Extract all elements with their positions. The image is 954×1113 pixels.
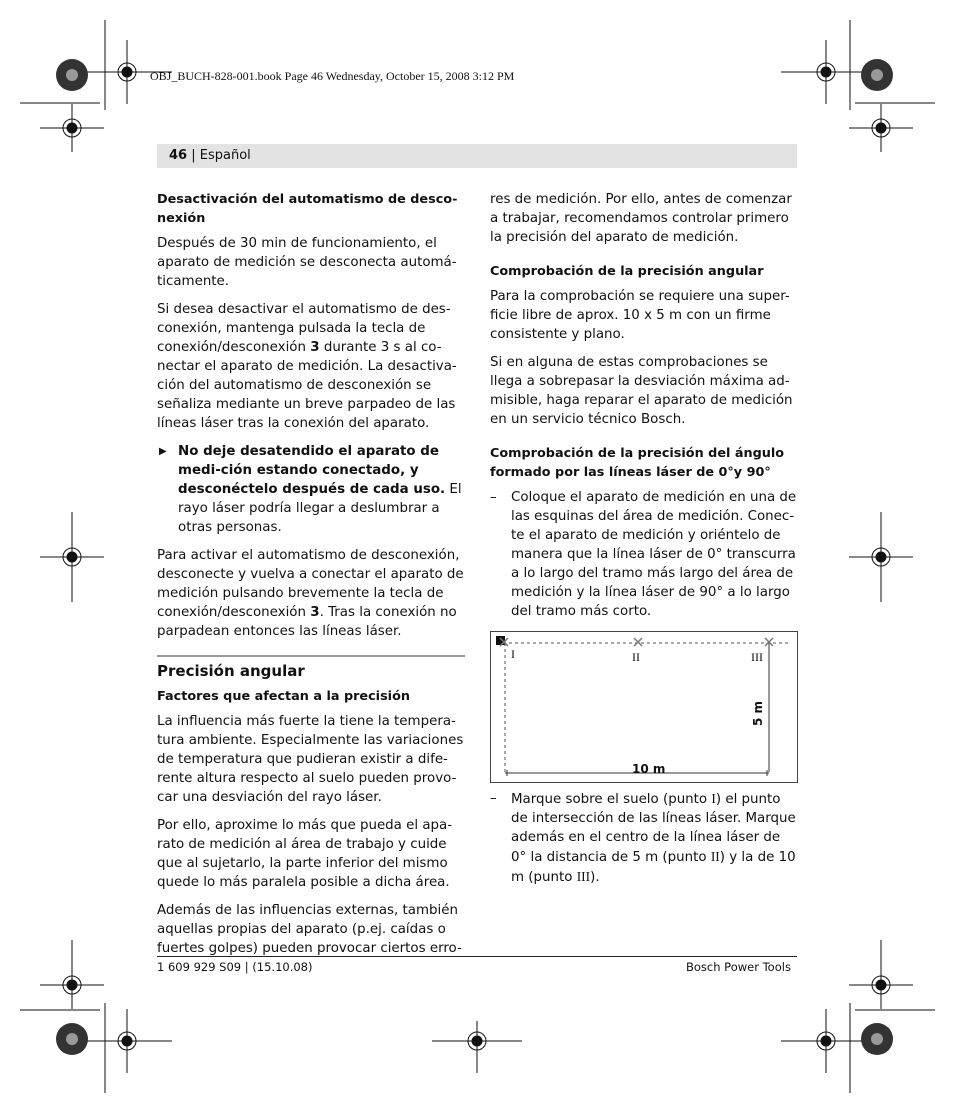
text-run: ) y la de 10 m (punto <box>511 850 796 885</box>
list-item-text: Coloque el aparato de medición en una de las esquinas del área de medición. Conec-te el aparato de medición y oriéntelo de manera que la línea láser de 0° transcurra a lo largo del tramo más largo del área de medición y la línea láser de 90° a lo largo del tramo más corto. <box>511 490 797 619</box>
paragraph: Además de las influencias externas, también aquellas propias del aparato (p.ej. caídas o fuertes golpes) pueden provocar ciertos erro- <box>157 903 462 956</box>
paragraph: Para la comprobación se requiere una super-ficie libre de aprox. 10 x 5 m con un firme consistente y plano. <box>490 289 790 342</box>
text-run: . Tras la conexión no parpadean entonces las líneas láser. <box>157 605 457 639</box>
warning-text: El rayo láser podría llegar a deslumbrar a otras personas. <box>178 482 462 535</box>
heading-factores: Factores que afectan a la precisión <box>157 689 410 704</box>
heading-desactivacion: Desactivación del automatismo de desco-nexión <box>157 192 458 226</box>
key-reference: 3 <box>310 340 320 355</box>
print-slug: OBJ_BUCH-828-001.book Page 46 Wednesday, October 15, 2008 3:12 PM <box>150 69 515 83</box>
measurement-figure <box>490 631 798 783</box>
paragraph <box>157 546 465 641</box>
paragraph: La influencia más fuerte la tiene la tempera-tura ambiente. Especialmente las variaciones de temperatura que pudieran existir a dife-rente altura respecto al suelo pueden provo-car una desviación del rayo láser. <box>157 714 464 805</box>
warning-bold: No deje desatendido el aparato de medi-ción estando conectado, y desconéctelo después de cada uso. <box>178 444 446 497</box>
point-ref: I <box>711 791 716 806</box>
point-ref: II <box>710 849 720 864</box>
page-number: 46 <box>169 148 188 163</box>
point-II-label: II <box>632 650 640 664</box>
footer-doc-id: 1 609 929 S09 | (15.10.08) <box>157 960 313 974</box>
text-run: ) el punto de intersección de las líneas láser. Marque además en el centro de la línea láser de 0° la distancia de 5 m (punto <box>511 792 796 865</box>
paragraph: Después de 30 min de funcionamiento, el aparato de medición se desconecta automá-ticamente. <box>157 236 457 289</box>
dash-bullet: – <box>490 791 497 806</box>
dash-bullet: – <box>490 490 497 505</box>
safety-warning <box>157 442 465 537</box>
list-item-text <box>511 792 796 885</box>
header-separator: | <box>187 148 200 163</box>
heading-precision: Precisión angular <box>157 662 305 680</box>
text-run: Si desea desactivar el automatismo de des-conexión, mantenga pulsada la tecla de conexión/desconexión <box>157 302 451 355</box>
heading-angulo: Comprobación de la precisión del ángulo formado por las líneas láser de 0°y 90° <box>490 446 785 480</box>
key-reference: 3 <box>310 605 320 620</box>
list-item <box>490 488 798 621</box>
header-language: Español <box>199 148 251 163</box>
label-10m: 10 m <box>632 762 666 776</box>
text-run: ). <box>590 870 600 885</box>
heading-comprobacion: Comprobación de la precisión angular <box>490 264 764 279</box>
point-II-mark <box>634 638 642 646</box>
point-III-label: III <box>751 650 763 664</box>
point-ref: III <box>576 869 591 884</box>
text-run: durante 3 s al co-nectar el aparato de medición. La desactiva-ción del automatismo de desconexión se señaliza mediante un breve parpadeo de las líneas láser tras la conexión del aparato. <box>157 340 457 431</box>
text-run: Marque sobre el suelo (punto <box>511 792 712 807</box>
label-5m: 5 m <box>751 700 765 726</box>
section-rule <box>157 655 465 681</box>
triangle-bullet-icon: ▶ <box>159 446 167 457</box>
list-item <box>490 789 798 887</box>
footer-rule <box>157 956 797 957</box>
page-header <box>157 144 797 168</box>
point-I-label: I <box>511 647 515 661</box>
paragraph: Por ello, aproxime lo más que pueda el apa-rato de medición al área de trabajo y cuide que al sujetarlo, la parte inferior del mismo quede lo más paralela posible a dicha área. <box>157 818 453 890</box>
right-column <box>490 190 798 896</box>
left-column <box>157 190 465 967</box>
paragraph <box>157 300 465 433</box>
text-run: Para activar el automatismo de desconexión, desconecte y vuelva a conectar el aparato de medición pulsando brevemente la tecla de conexión/desconexión <box>157 548 464 620</box>
header-text <box>169 148 251 163</box>
paragraph: res de medición. Por ello, antes de comenzar a trabajar, recomendamos controlar primero la precisión del aparato de medición. <box>490 192 792 245</box>
paragraph: Si en alguna de estas comprobaciones se llega a sobrepasar la desviación máxima ad-misible, haga reparar el aparato de medición en un servicio técnico Bosch. <box>490 355 793 427</box>
footer-brand: Bosch Power Tools <box>686 960 791 974</box>
device-marker <box>496 636 505 645</box>
